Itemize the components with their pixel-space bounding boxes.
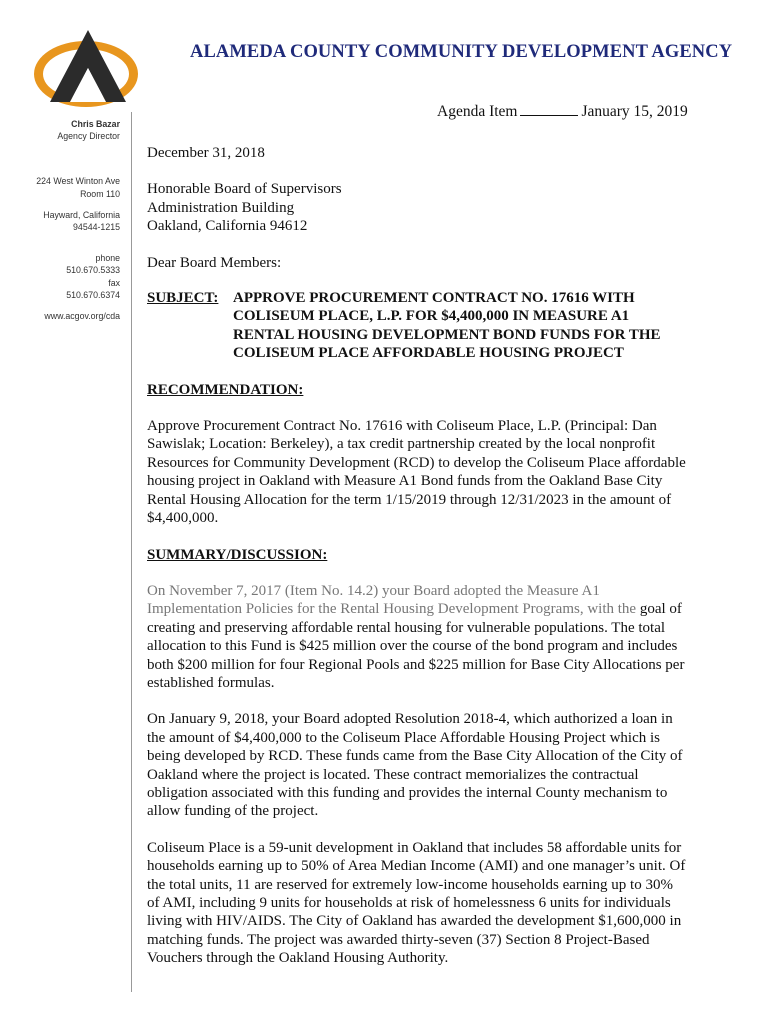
recommendation-heading: RECOMMENDATION:: [147, 381, 304, 398]
fax-number: 510.670.6374: [66, 289, 120, 300]
city-state: Hayward, California: [43, 209, 120, 220]
recipient-address: [147, 180, 687, 235]
address-line: Administration Building: [147, 199, 295, 216]
phone-number: 510.670.5333: [66, 265, 120, 276]
recommendation-text: Approve Procurement Contract No. 17616 with Coliseum Place, L.P. (Principal: Dan Sawislak; Location: Berkeley), a tax credit partnership created by the local nonprofit Resources for Community Development (RCD) to develop the Coliseum Place affordable housing project in Oakland with Measure A1 Bond funds from the Oakland Base City Rental Housing Allocation for the term 1/15/2019 through 12/31/2023 in the amount of $4,400,000.: [147, 418, 686, 527]
agency-contact-sidebar: [20, 118, 120, 322]
summary-paragraph-1-gray: On November 7, 2017 (Item No. 14.2) your Board adopted the Measure A1 Implementation Policies for the Rental Housing Development Programs, with the: [147, 582, 637, 618]
director-title: Agency Director: [57, 131, 120, 142]
subject-block: [147, 289, 687, 363]
summary-paragraph-1-rest: goal of creating and preserving affordable rental housing for vulnerable populations. The total allocation to this Fund is $425 million over the course of the bond program and includes both $200 million for four Regional Pools and $225 million for Base City Allocations per established formulas.: [147, 601, 685, 691]
agenda-date: January 15, 2019: [581, 103, 688, 120]
salutation: Dear Board Members:: [147, 254, 282, 271]
address-line: Oakland, California 94612: [147, 218, 308, 235]
agenda-item-line: [437, 103, 688, 121]
sidebar-divider: [131, 112, 132, 992]
address-line: Honorable Board of Supervisors: [147, 181, 342, 198]
letter-date: December 31, 2018: [147, 145, 265, 161]
subject-text: APPROVE PROCUREMENT CONTRACT NO. 17616 WITH COLISEUM PLACE, L.P. FOR $4,400,000 IN MEASURE A1 RENTAL HOUSING DEVELOPMENT BOND FUNDS FOR THE COLISEUM PLACE AFFORDABLE HOUSING PROJECT: [233, 290, 661, 362]
summary-paragraph-2: On January 9, 2018, your Board adopted Resolution 2018-4, which authorized a loan in the amount of $4,400,000 to the Coliseum Place Affordable Housing Project which is being developed by RCD. These funds came from the Base City Allocation of the City of Oakland where the project is located. These contract memorializes the contractual obligation associated with this funding and provides the internal County mechanism to allow funding of the project.: [147, 711, 683, 820]
agency-title: ALAMEDA COUNTY COMMUNITY DEVELOPMENT AGENCY: [190, 42, 733, 62]
alameda-county-logo-icon: [30, 24, 142, 120]
website-link[interactable]: www.acgov.org/cda: [44, 311, 120, 322]
fax-label: fax: [108, 277, 120, 288]
zip-code: 94544-1215: [73, 222, 120, 233]
letter-body: [147, 144, 687, 986]
agenda-item-blank: [520, 103, 578, 116]
room-number: Room 110: [80, 188, 120, 199]
phone-label: phone: [95, 253, 120, 264]
agenda-item-label: Agenda Item: [437, 103, 518, 120]
street-address: 224 West Winton Ave: [36, 176, 120, 187]
subject-label: SUBJECT:: [147, 290, 219, 307]
director-name: Chris Bazar: [71, 119, 120, 129]
summary-heading: SUMMARY/DISCUSSION:: [147, 546, 328, 563]
summary-paragraph-1: [147, 582, 687, 692]
summary-paragraph-3: Coliseum Place is a 59-unit development in Oakland that includes 58 affordable units for households earning up to 50% of Area Median Income (AMI) and one manager’s unit. Of the total units, 11 are reserved for extremely low-income households earning up to 30% of AMI, including 9 units for households at risk of homelessness 6 units for individuals living with HIV/AIDS. The City of Oakland has awarded the development $1,600,000 in matching funds. The project was awarded thirty-seven (37) Section 8 Project-Based Vouchers through the Oakland Housing Authority.: [147, 839, 686, 967]
